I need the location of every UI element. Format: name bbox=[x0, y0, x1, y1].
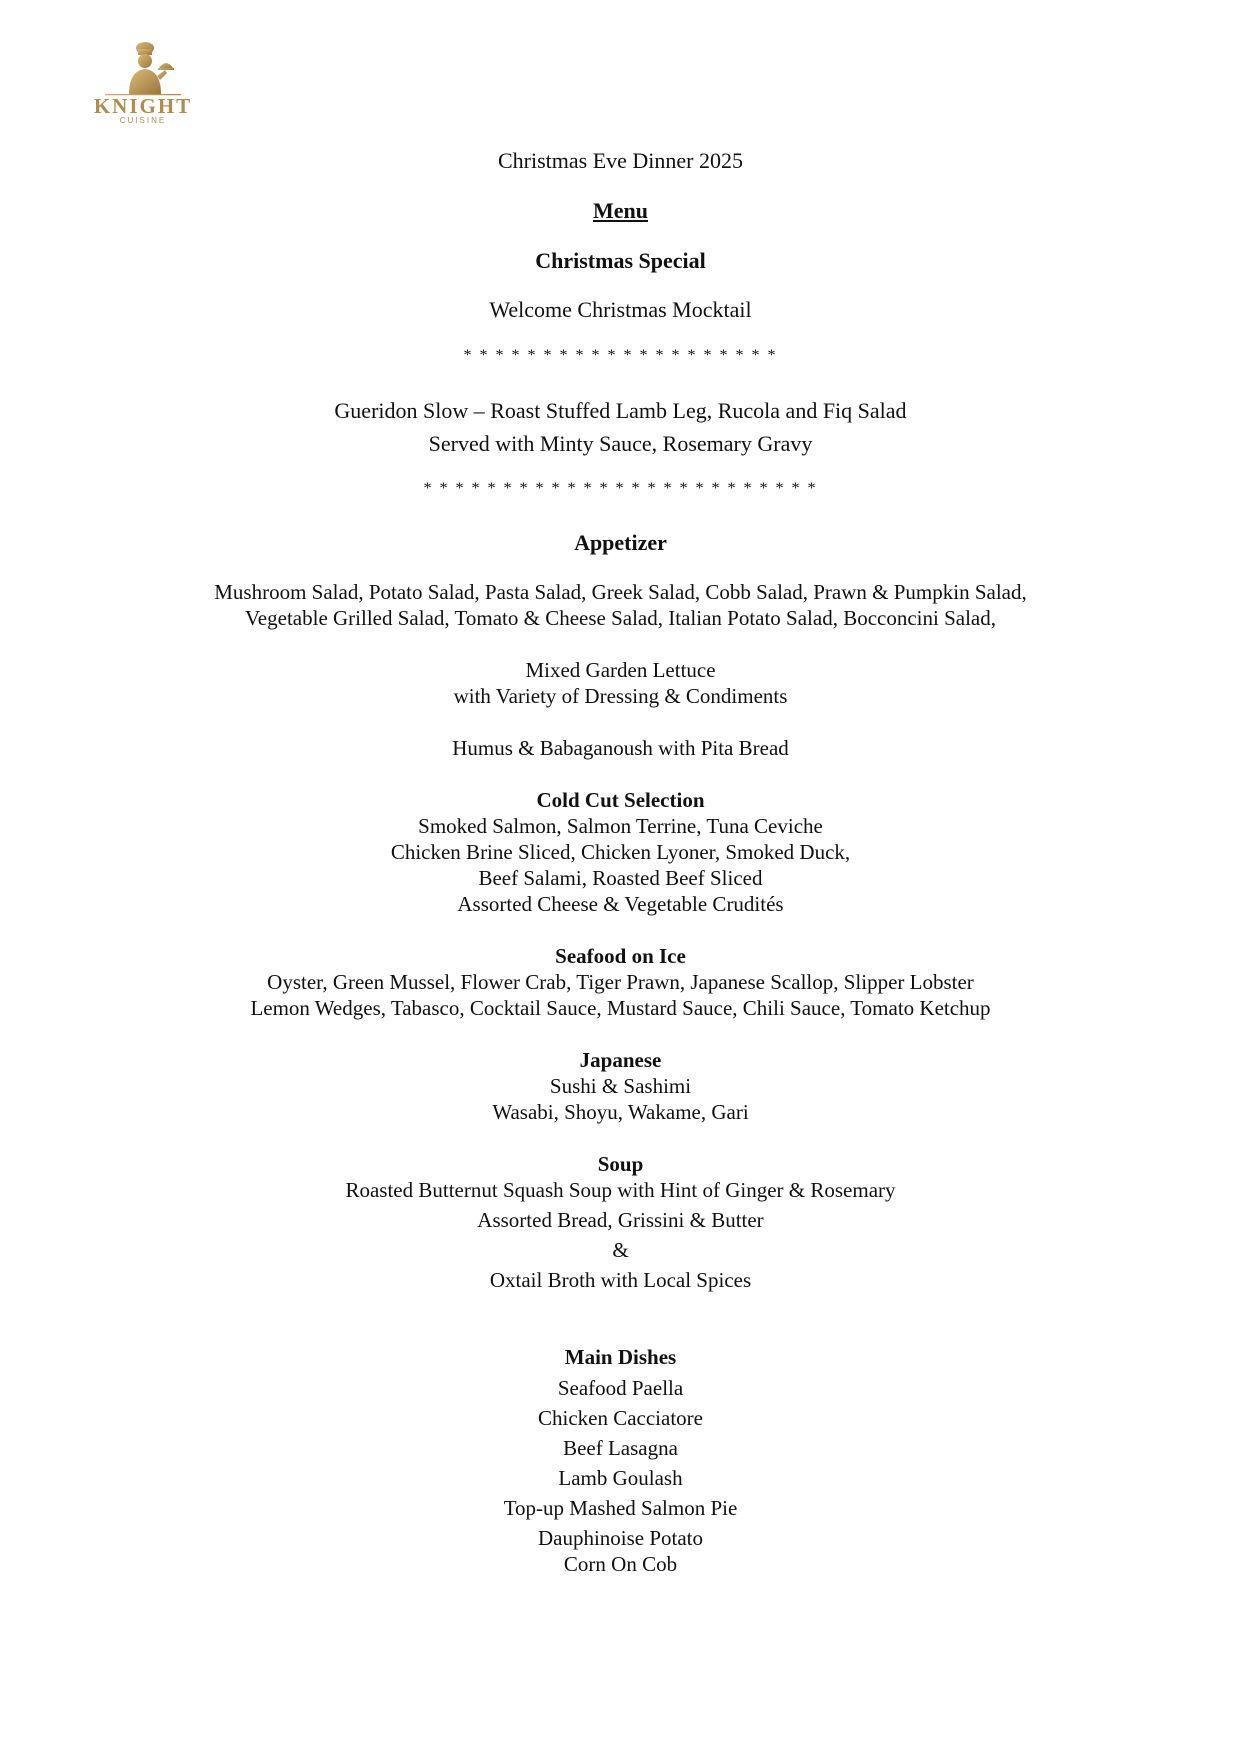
main-dish-item: Beef Lasagna bbox=[563, 1436, 678, 1460]
cold-cut-heading: Cold Cut Selection bbox=[536, 788, 705, 812]
main-dish-item: Seafood Paella bbox=[557, 1376, 684, 1400]
divider-stars: * * * * * * * * * * * * * * * * * * * * * * * * * bbox=[423, 480, 818, 497]
main-dish-item: Chicken Cacciatore bbox=[537, 1406, 703, 1430]
gueridon-line: Gueridon Slow – Roast Stuffed Lamb Leg, Rucola and Fiq Salad bbox=[334, 398, 907, 423]
soup-item: Assorted Bread, Grissini & Butter bbox=[477, 1208, 764, 1232]
soup-item: Roasted Butternut Squash Soup with Hint of Ginger & Rosemary bbox=[345, 1178, 896, 1202]
welcome-mocktail: Welcome Christmas Mocktail bbox=[489, 297, 752, 322]
seafood-item: Oyster, Green Mussel, Flower Crab, Tiger Prawn, Japanese Scallop, Slipper Lobster bbox=[267, 970, 974, 994]
divider-stars: * * * * * * * * * * * * * * * * * * * * bbox=[463, 347, 778, 364]
japanese-heading: Japanese bbox=[579, 1048, 662, 1072]
main-dish-item: Dauphinoise Potato bbox=[537, 1526, 704, 1550]
main-dishes-heading: Main Dishes bbox=[564, 1345, 677, 1369]
brand-name: KNIGHT bbox=[93, 94, 193, 118]
main-dish-item: Top-up Mashed Salmon Pie bbox=[503, 1496, 738, 1520]
christmas-special-heading: Christmas Special bbox=[535, 248, 706, 273]
event-title: Christmas Eve Dinner 2025 bbox=[497, 148, 744, 173]
seafood-item: Lemon Wedges, Tabasco, Cocktail Sauce, Mustard Sauce, Chili Sauce, Tomato Ketchup bbox=[250, 996, 991, 1020]
main-dish-item: Corn On Cob bbox=[563, 1552, 678, 1576]
brand-logo bbox=[88, 40, 198, 130]
japanese-item: Wasabi, Shoyu, Wakame, Gari bbox=[492, 1100, 749, 1124]
humus-line: Humus & Babaganoush with Pita Bread bbox=[452, 736, 789, 760]
cold-cut-item: Chicken Brine Sliced, Chicken Lyoner, Smoked Duck, bbox=[390, 840, 851, 864]
salads-line: Vegetable Grilled Salad, Tomato & Cheese Salad, Italian Potato Salad, Bocconcini Salad, bbox=[244, 606, 997, 630]
chef-logo-icon bbox=[103, 40, 183, 96]
brand-tagline: CUISINE bbox=[119, 116, 167, 125]
gueridon-sauce-line: Served with Minty Sauce, Rosemary Gravy bbox=[428, 431, 813, 456]
seafood-heading: Seafood on Ice bbox=[555, 944, 686, 968]
menu-heading: Menu bbox=[593, 198, 648, 223]
cold-cut-item: Assorted Cheese & Vegetable Crudités bbox=[457, 892, 784, 916]
salads-line: Mushroom Salad, Potato Salad, Pasta Salad, Greek Salad, Cobb Salad, Prawn & Pumpkin Salad, bbox=[214, 580, 1027, 604]
cold-cut-item: Beef Salami, Roasted Beef Sliced bbox=[478, 866, 763, 890]
cold-cut-item: Smoked Salmon, Salmon Terrine, Tuna Ceviche bbox=[418, 814, 823, 838]
lettuce-line: Mixed Garden Lettuce bbox=[525, 658, 716, 682]
appetizer-heading: Appetizer bbox=[574, 530, 667, 555]
japanese-item: Sushi & Sashimi bbox=[549, 1074, 692, 1098]
soup-ampersand: & bbox=[612, 1238, 629, 1262]
main-dish-item: Lamb Goulash bbox=[558, 1466, 683, 1490]
dressing-line: with Variety of Dressing & Condiments bbox=[453, 684, 788, 708]
soup-item: Oxtail Broth with Local Spices bbox=[489, 1268, 752, 1292]
soup-heading: Soup bbox=[597, 1152, 644, 1176]
